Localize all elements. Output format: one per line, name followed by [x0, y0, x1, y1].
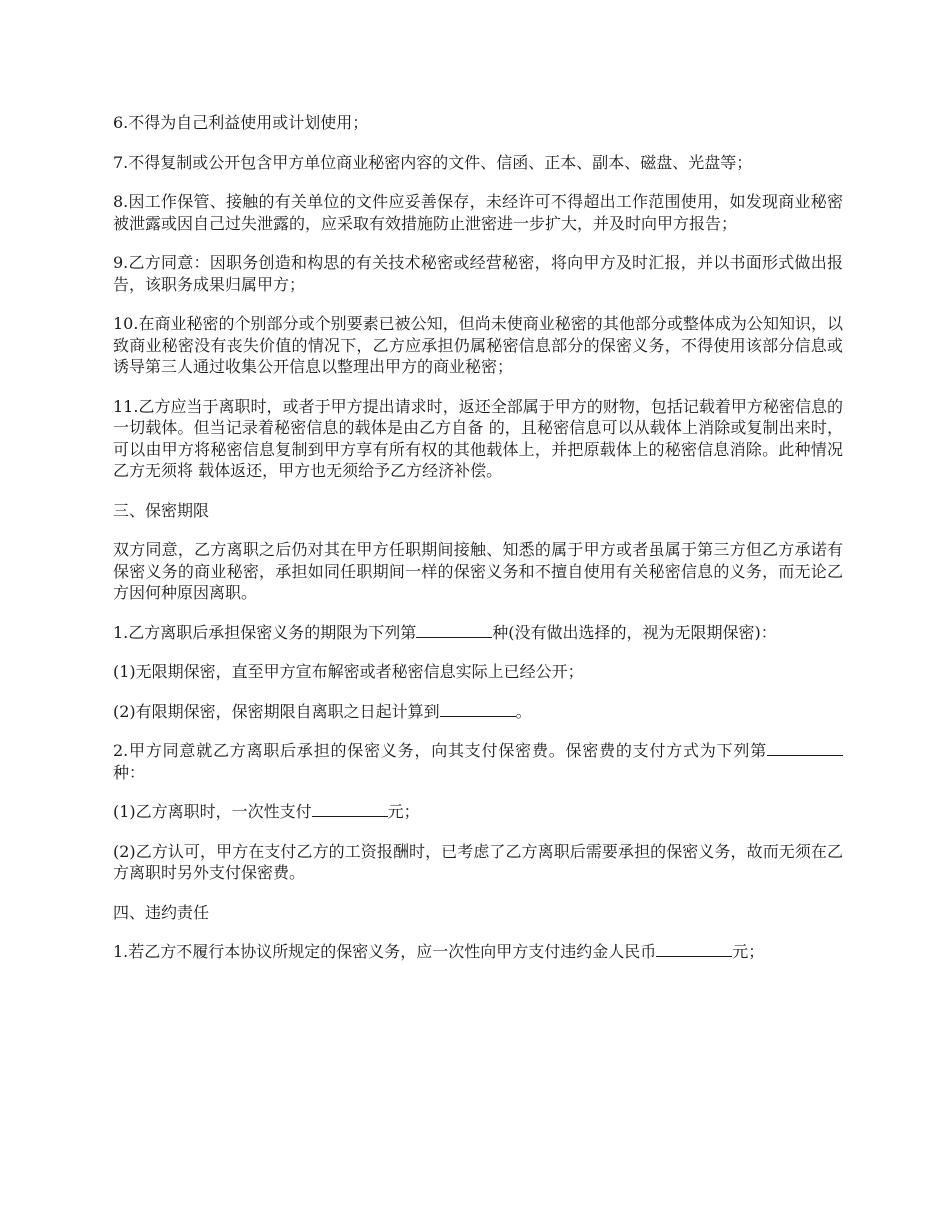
fill-in-blank[interactable]	[416, 622, 492, 638]
confidentiality-period-intro: 双方同意，乙方离职之后仍对其在甲方任职期间接触、知悉的属于甲方或者虽属于第三方但乙方承诺有保密义务的商业秘密，承担如同任职期间一样的保密义务和不擅自使用有关秘密信息的义务，而无论乙方因何种原因离职。	[113, 540, 843, 602]
clause-9: 9.乙方同意：因职务创造和构思的有关技术秘密或经营秘密，将向甲方及时汇报，并以书面形式做出报告，该职务成果归属甲方；	[113, 253, 843, 294]
period-clause-1-text-end: 种(没有做出选择的，视为无限期保密)：	[492, 622, 777, 642]
clause-8: 8.因工作保管、接触的有关单位的文件应妥善保存，未经许可不得超出工作范围使用，如发现商业秘密被泄露或因自己过失泄露的，应采取有效措施防止泄密进一步扩大，并及时向甲方报告；	[113, 192, 843, 233]
clause-7: 7.不得复制或公开包含甲方单位商业秘密内容的文件、信函、正本、副本、磁盘、光盘等；	[113, 152, 753, 172]
payment-option-2: (2)乙方认可，甲方在支付乙方的工资报酬时，已考虑了乙方离职后需要承担的保密义务，故而无须在乙方离职时另外支付保密费。	[113, 841, 843, 882]
fill-in-blank[interactable]	[440, 701, 516, 717]
period-clause-2-text-end: 种：	[113, 762, 146, 782]
liability-clause-1-text: 1.若乙方不履行本协议所规定的保密义务，应一次性向甲方支付违约金人民币	[113, 942, 657, 961]
period-clause-2	[113, 740, 843, 783]
fill-in-blank[interactable]	[312, 801, 388, 817]
period-clause-1-text: 1.乙方离职后承担保密义务的期限为下列第	[113, 622, 417, 642]
fill-in-blank[interactable]	[656, 941, 732, 957]
liability-clause-1	[113, 941, 843, 963]
period-clause-1	[113, 622, 843, 644]
section-heading-confidentiality-period: 三、保密期限	[113, 500, 210, 520]
period-option-2	[113, 701, 843, 723]
document-page	[113, 112, 843, 981]
liability-clause-1-text-end: 元；	[732, 942, 765, 961]
period-option-2-text: (2)有限期保密，保密期限自离职之日起计算到	[113, 701, 440, 721]
payment-option-1-text: (1)乙方离职时，一次性支付	[113, 802, 312, 821]
period-clause-2-text: 2.甲方同意就乙方离职后承担的保密义务，向其支付保密费。保密费的支付方式为下列第	[113, 741, 767, 760]
payment-option-1	[113, 801, 843, 823]
clause-11: 11.乙方应当于离职时，或者于甲方提出请求时，返还全部属于甲方的财物，包括记载着甲方秘密信息的一切载体。但当记录着秘密信息的载体是由乙方自备 的，且秘密信息可以从载体上消除或复制出来时，可以由甲方将秘密信息复制到甲方享有所有权的其他载体上，并把原载体上的秘密信息消除。此种情况乙方无须将 载体返还，甲方也无须给予乙方经济补偿。	[113, 396, 843, 480]
fill-in-blank[interactable]	[767, 740, 843, 756]
payment-option-1-text-end: 元；	[387, 802, 420, 821]
period-option-2-text-end: 。	[515, 701, 532, 721]
clause-10: 10.在商业秘密的个别部分或个别要素已被公知，但尚未使商业秘密的其他部分或整体成为公知知识，以致商业秘密没有丧失价值的情况下，乙方应承担仍属秘密信息部分的保密义务，不得使用该部分信息或诱导第三人通过收集公开信息以整理出甲方的商业秘密；	[113, 314, 843, 376]
period-option-1: (1)无限期保密，直至甲方宣布解密或者秘密信息实际上已经公开；	[113, 662, 584, 681]
clause-6: 6.不得为自己利益使用或计划使用；	[113, 113, 369, 132]
section-heading-liability: 四、违约责任	[113, 902, 210, 922]
